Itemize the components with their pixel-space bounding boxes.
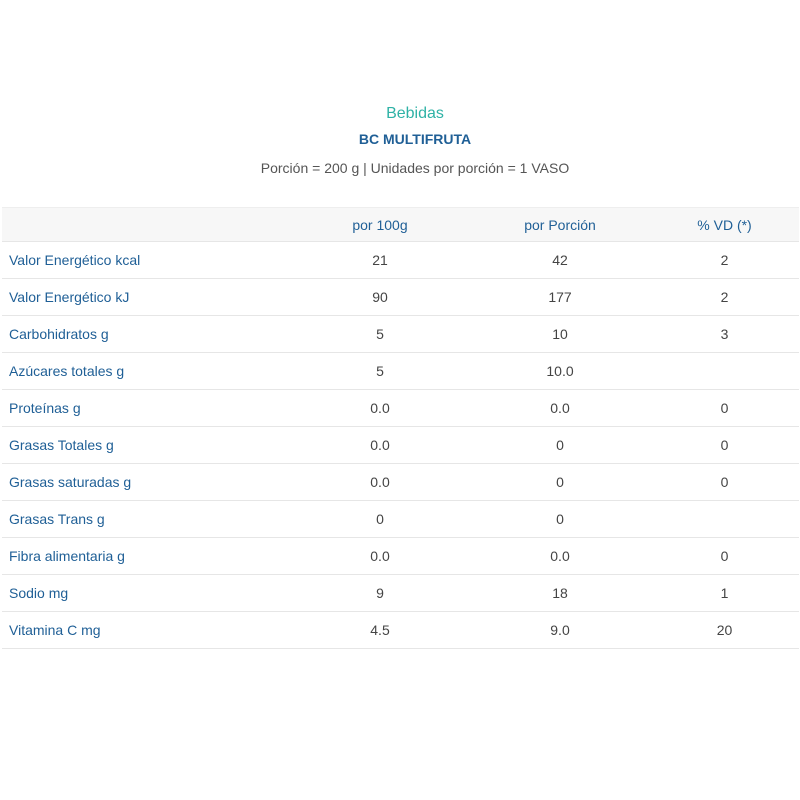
portion-info: Porción = 200 g | Unidades por porción = 1 VASO [260,160,570,176]
table-row [2,575,799,612]
table-row [2,353,799,390]
nutrient-name: Valor Energético kcal [2,242,290,279]
value-vd: 0 [650,464,799,501]
value-per-100g: 5 [290,353,470,390]
value-per-100g: 5 [290,316,470,353]
table-row [2,242,799,279]
value-per-portion: 177 [470,279,650,316]
product-title: BC MULTIFRUTA [358,131,472,147]
value-per-portion: 9.0 [470,612,650,649]
value-vd: 20 [650,612,799,649]
nutrient-name: Fibra alimentaria g [2,538,290,575]
table-row [2,279,799,316]
column-header-per-100g: por 100g [290,208,470,242]
nutrient-name: Azúcares totales g [2,353,290,390]
value-per-portion: 0.0 [470,390,650,427]
nutrition-table [2,207,799,649]
column-header-name [2,208,290,242]
table-row [2,538,799,575]
nutrient-name: Proteínas g [2,390,290,427]
nutrient-name: Sodio mg [2,575,290,612]
value-vd: 1 [650,575,799,612]
value-per-100g: 4.5 [290,612,470,649]
nutrient-name: Carbohidratos g [2,316,290,353]
value-per-portion: 42 [470,242,650,279]
column-header-per-portion: por Porción [470,208,650,242]
table-row [2,464,799,501]
value-vd [650,501,799,538]
category-title: Bebidas [386,105,444,122]
value-per-portion: 10.0 [470,353,650,390]
table-row [2,316,799,353]
value-per-portion: 18 [470,575,650,612]
value-per-portion: 0 [470,464,650,501]
table-row [2,612,799,649]
column-header-vd: % VD (*) [650,208,799,242]
table-row [2,501,799,538]
value-per-100g: 9 [290,575,470,612]
value-per-100g: 90 [290,279,470,316]
nutrient-name: Grasas Trans g [2,501,290,538]
value-per-100g: 0.0 [290,427,470,464]
table-row [2,427,799,464]
nutrient-name: Valor Energético kJ [2,279,290,316]
value-per-portion: 10 [470,316,650,353]
value-per-100g: 0.0 [290,538,470,575]
nutrient-name: Grasas saturadas g [2,464,290,501]
value-vd [650,353,799,390]
table-row [2,390,799,427]
nutrient-name: Vitamina C mg [2,612,290,649]
value-vd: 0 [650,427,799,464]
value-per-100g: 0.0 [290,390,470,427]
value-vd: 0 [650,390,799,427]
value-per-portion: 0 [470,501,650,538]
nutrient-name: Grasas Totales g [2,427,290,464]
value-per-portion: 0 [470,427,650,464]
value-vd: 0 [650,538,799,575]
value-per-100g: 21 [290,242,470,279]
value-vd: 2 [650,242,799,279]
value-vd: 3 [650,316,799,353]
table-header-row [2,208,799,242]
value-per-100g: 0.0 [290,464,470,501]
value-vd: 2 [650,279,799,316]
value-per-100g: 0 [290,501,470,538]
value-per-portion: 0.0 [470,538,650,575]
